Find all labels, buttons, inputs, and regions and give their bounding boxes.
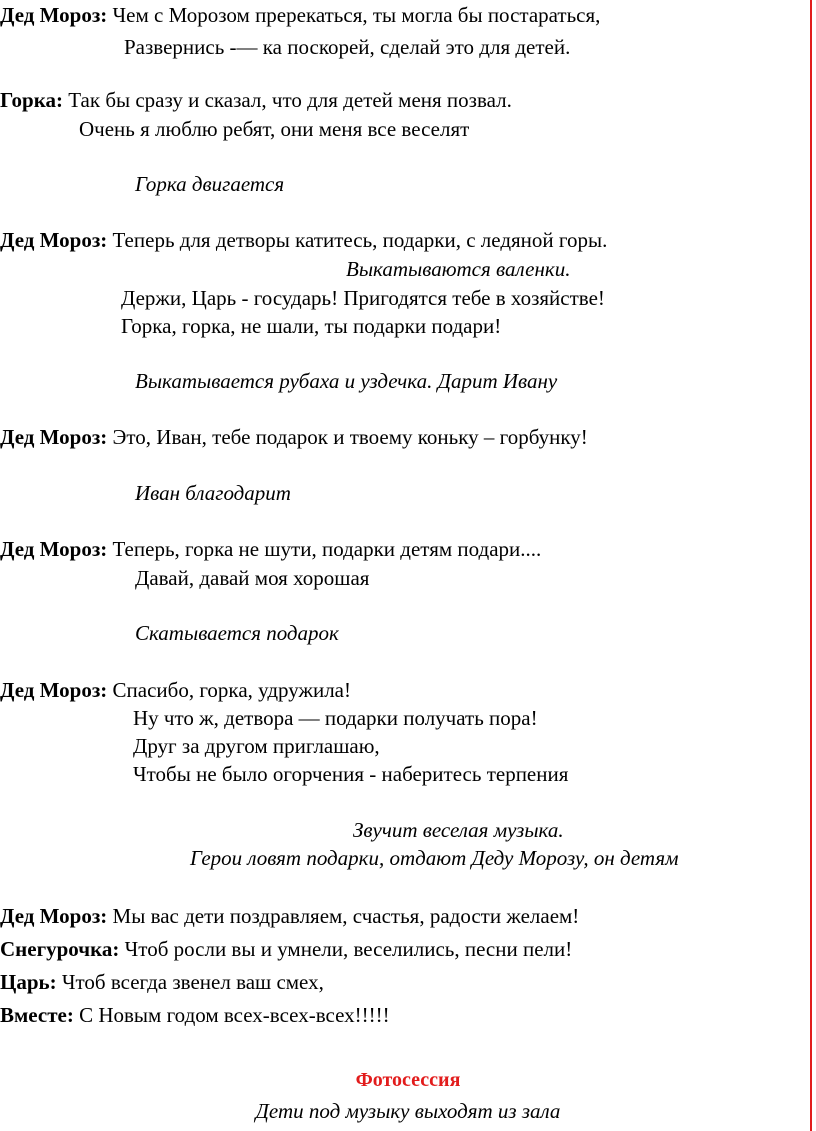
speaker-name: Вместе: [0,1003,74,1027]
speech-text: Очень я люблю ребят, они меня все веселят [79,117,470,141]
speaker-name: Дед Мороз: [0,537,108,561]
stage-direction: Звучит веселая музыка. [353,818,564,842]
speech-line [133,705,538,731]
speech-text: Теперь для детворы катитесь, подарки, с ледяной горы. [112,228,608,252]
speaker-name: Царь: [0,970,57,994]
speech-text: С Новым годом всех-всех-всех!!!!! [79,1003,390,1027]
speaker-name: Дед Мороз: [0,678,108,702]
speech-line [0,424,588,450]
speech-text: Развернись -— ка поскорей, сделай это для детей. [124,35,571,59]
speech-text: Теперь, горка не шути, подарки детям подари.... [112,537,542,561]
speech-text: Горка, горка, не шали, ты подарки подари! [121,314,502,338]
speech-text: Так бы сразу и сказал, что для детей меня позвал. [68,88,512,112]
stage-direction: Дети под музыку выходят из зала [255,1099,561,1123]
speech-text: Чтобы не было огорчения - наберитесь терпения [133,762,569,786]
section-title: Фотосессия [355,1069,461,1091]
speech-text: Давай, давай моя хорошая [135,566,370,590]
page-border [810,0,812,1131]
speech-line [0,969,324,995]
stage-direction: Скатывается подарок [135,621,339,645]
stage-direction: Выкатываются валенки. [346,257,571,281]
speech-line [133,733,380,759]
speech-text: Мы вас дети поздравляем, счастья, радости желаем! [112,904,580,928]
speaker-name: Дед Мороз: [0,228,108,252]
speech-line [0,1002,390,1028]
stage-direction: Герои ловят подарки, отдают Деду Морозу, он детям [190,846,679,870]
speech-text: Чтоб всегда звенел ваш смех, [61,970,324,994]
speech-line [0,936,572,962]
stage-direction: Горка двигается [135,172,285,196]
speech-text: Держи, Царь - государь! Пригодятся тебе в хозяйстве! [121,286,605,310]
speech-line [0,536,541,562]
speech-line [0,2,600,28]
speech-text: Спасибо, горка, удружила! [112,678,351,702]
speech-line [0,87,512,113]
speech-text: Чтоб росли вы и умнели, веселились, песни пели! [124,937,573,961]
speech-line [0,227,607,253]
speech-line [133,761,568,787]
speech-line [124,34,570,60]
speech-line [135,565,369,591]
speech-text: Это, Иван, тебе подарок и твоему коньку – горбунку! [112,425,588,449]
speaker-name: Горка: [0,88,63,112]
speaker-name: Дед Мороз: [0,904,108,928]
speech-line [0,677,351,703]
stage-direction: Иван благодарит [135,481,291,505]
speech-line [79,116,469,142]
speech-line [121,285,605,311]
speaker-name: Дед Мороз: [0,3,108,27]
speech-text: Чем с Морозом пререкаться, ты могла бы постараться, [112,3,601,27]
speech-text: Ну что ж, детвора — подарки получать пора! [133,706,538,730]
speaker-name: Снегурочка: [0,937,120,961]
stage-direction: Выкатывается рубаха и уздечка. Дарит Ивану [135,369,558,393]
speech-line [121,313,501,339]
speech-line [0,903,579,929]
speaker-name: Дед Мороз: [0,425,108,449]
speech-text: Друг за другом приглашаю, [133,734,380,758]
